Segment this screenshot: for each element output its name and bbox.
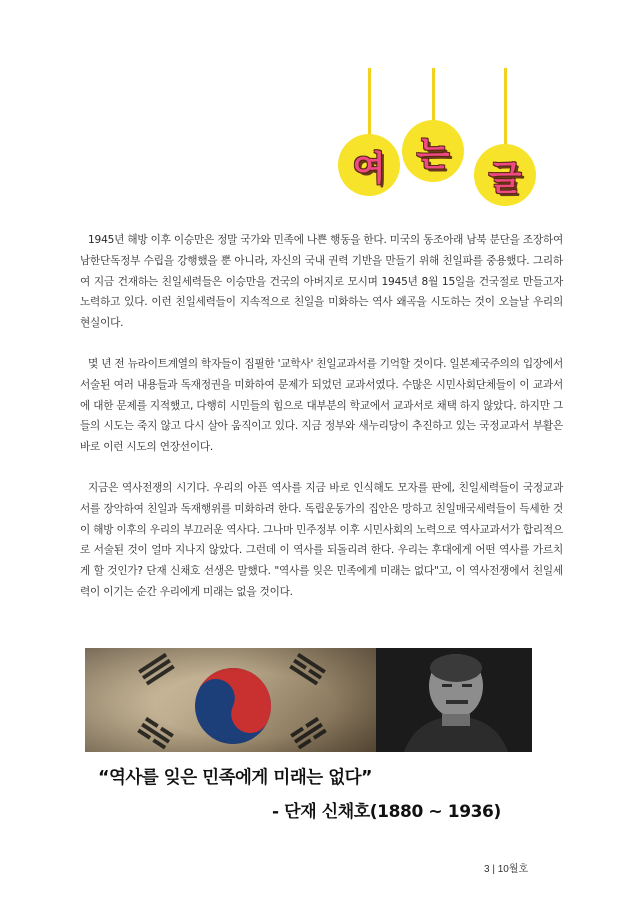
- title-char-1: 여: [352, 148, 386, 189]
- page-number: 3 | 10월호: [484, 864, 529, 875]
- portrait-icon: [376, 648, 532, 752]
- photo-banner: [85, 648, 532, 752]
- title-circle-2: [402, 120, 464, 182]
- title-char-3: 글: [488, 158, 522, 199]
- quote-author: - 단재 신채호(1880 ~ 1936): [272, 802, 501, 822]
- quote-text: “역사를 잊은 민족에게 미래는 없다”: [98, 768, 373, 788]
- flag-vignette: [85, 648, 376, 752]
- title-decoration: [330, 60, 550, 210]
- article-body: [80, 230, 563, 623]
- portrait-photo: [376, 648, 532, 752]
- title-circle-1: [338, 134, 400, 196]
- title-char-2: 는: [416, 134, 450, 175]
- paragraph-3: 지금은 역사전쟁의 시기다. 우리의 아픈 역사를 지금 바로 인식해도 모자를 판에, 친일세력들이 국정교과서를 장악하여 친일과 독재행위를 미화하려 한다. 독립운동가의 집안은 망하고 친일매국세력들이 득세한 것이 해방 이후의 우리의 부끄러운 역사다. 그나마 민주정부 이후 시민사회의 노력으로 역사교과서가 합리적으로 서술된 것이 얼마 지나지 않았다. 그런데 이 역사를 되돌리려 한다. 우리는 후대에게 어떤 역사를 가르치게 할 것인가? 단재 신채호 선생은 말했다. "역사를 잊은 민족에게 미래는 없다"고, 이 역사전쟁에서 친일세력이 이기는 순간 우리에게 미래는 없을 것이다.: [80, 481, 563, 598]
- paragraph-2: 몇 년 전 뉴라이트계열의 학자들이 집필한 '교학사' 친일교과서를 기억할 것이다. 일본제국주의의 입장에서 서술된 여러 내용들과 독재정권을 미화하여 문제가 되었던 교과서였다. 수많은 시민사회단체들이 이 교과서에 대한 문제를 지적했고, 다행히 시민들의 힘으로 대부분의 학교에서 교과서로 채택 하지 않았다. 하지만 그들의 시도는 죽지 않고 다시 살아 움직이고 있다. 지금 정부와 새누리당이 추진하고 있는 국정교과서 부활은 바로 이런 시도의 연장선이다.: [80, 357, 563, 454]
- taegukgi-flag-image: [85, 648, 376, 752]
- paragraph-1: 1945년 해방 이후 이승만은 정말 국가와 민족에 나쁜 행동을 한다. 미국의 동조아래 남북 분단을 조장하여 남한단독정부 수립을 강행했을 뿐 아니라, 자신의 국내 권력 기반을 만들기 위해 친일파를 중용했다. 그리하여 지금 건재하는 친일세력들은 이승만을 건국의 아버지로 모시며 1945년 8월 15일을 건국절로 만들고자 노력하고 있다. 이런 친일세력들이 지속적으로 친일을 미화하는 역사 왜곡을 시도하는 것이 오늘날 우리의 현실이다.: [80, 234, 564, 330]
- title-circle-3: [474, 144, 536, 206]
